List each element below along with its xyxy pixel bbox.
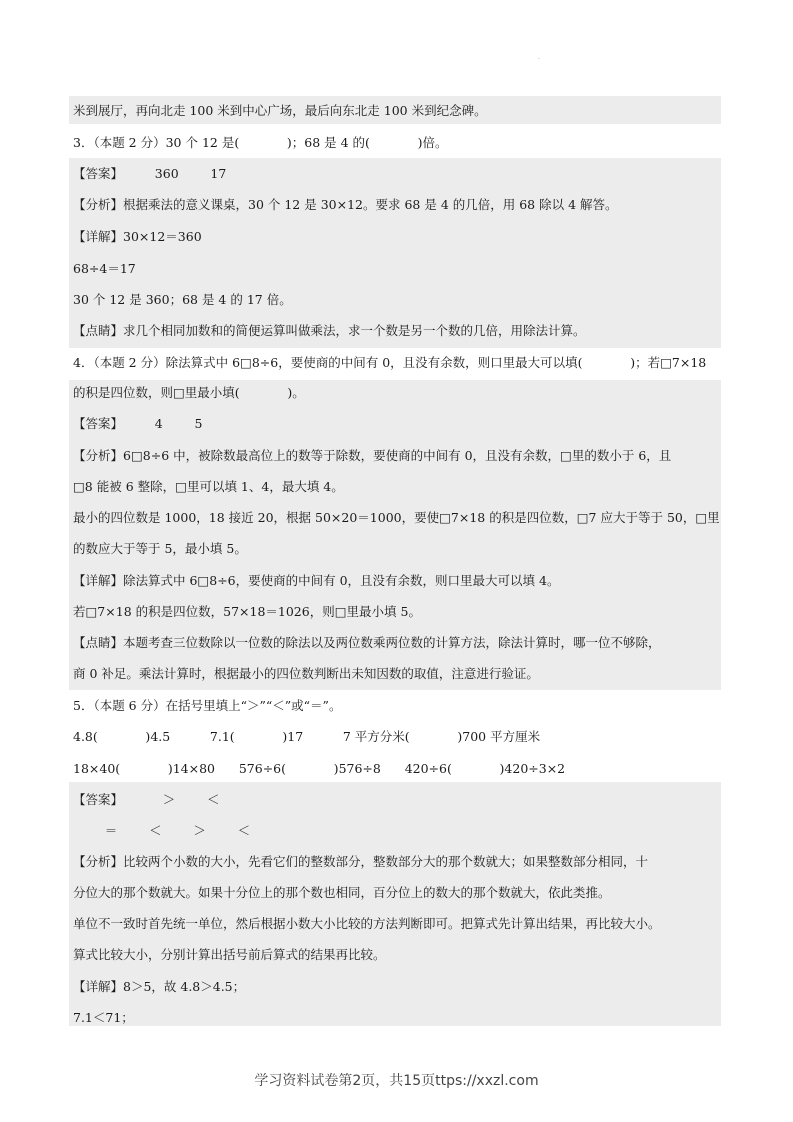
detail-5: 【详解】8＞5，故 4.8＞4.5； [73, 979, 246, 994]
text-line: 若□7×18 的积是四位数，57×18＝1026，则□里最小填 5。 [73, 604, 421, 619]
answer-4: 【答案】 4 5 [73, 416, 203, 431]
page-footer: 学习资料试卷第2页，共15页ttps://xxzl.com [254, 1073, 539, 1089]
analysis-5: 【分析】比较两个小数的大小，先看它们的整数部分，整数部分大的那个数就大；如果整数部分相同，十 [73, 854, 649, 869]
analysis-4: 【分析】6□8÷6 中，被除数最高位上的数等于除数，要使商的中间有 0，且没有余数，□里的数小于 6，且 [73, 448, 672, 463]
text-line: 7.1＜71； [73, 1010, 134, 1025]
text-line: 单位不一致时首先统一单位，然后根据小数大小比较的方法判断即可。把算式先计算出结果，再比较大小。 [73, 916, 661, 931]
text-line: 最小的四位数是 1000，18 接近 20，根据 50×20＝1000，要使□7×18 的积是四位数，□7 应大于等于 50，□里 [73, 510, 720, 525]
point-4: 【点睛】本题考查三位数除以一位数的除法以及两位数乘两位数的计算方法，除法计算时，哪一位不够除， [73, 635, 661, 650]
text-line: 68÷4＝17 [73, 261, 136, 276]
question-4: 4．（本题 2 分）除法算式中 6□8÷6，要使商的中间有 0，且没有余数，则口里最大可以填( )；若□7×18 [73, 355, 707, 370]
text-line: 4.8( )4.5 7.1( )17 7 平方分米( )700 平方厘米 [73, 729, 541, 744]
text-line: 的积是四位数，则□里最小填( )。 [73, 385, 305, 400]
detail-3: 【详解】30×12＝360 [73, 229, 202, 244]
point-3: 【点睛】求几个相同加数和的简便运算叫做乘法，求一个数是另一个数的几倍，用除法计算。 [73, 323, 586, 338]
detail-4: 【详解】除法算式中 6□8÷6，要使商的中间有 0，且没有余数，则口里最大可以填 4。 [73, 573, 560, 588]
text-line: 30 个 12 是 360；68 是 4 的 17 倍。 [73, 292, 292, 307]
text-line: 18×40( )14×80 576÷6( )576÷8 420÷6( )420÷3×2 [73, 761, 566, 776]
shade-band [69, 158, 721, 348]
text-line: 分位大的那个数就大。如果十分位上的那个数也相同，百分位上的数大的那个数就大，依此类推。 [73, 885, 611, 900]
text-line: 米到展厅，再向北走 100 米到中心广场，最后向东北走 100 米到纪念碑。 [73, 103, 487, 118]
question-3: 3．（本题 2 分）30 个 12 是( )；68 是 4 的( )倍。 [73, 135, 448, 150]
scan-dot: · [538, 56, 540, 63]
answer-5: 【答案】 ＞ ＜ [73, 792, 220, 807]
text-line: □8 能被 6 整除，□里可以填 1、4，最大填 4。 [73, 479, 344, 494]
question-5: 5．（本题 6 分）在括号里填上“＞”“＜”或“＝”。 [73, 698, 342, 713]
answer-3: 【答案】 360 17 [73, 166, 227, 181]
text-line: 的数应大于等于 5，最小填 5。 [73, 541, 247, 556]
text-line: 商 0 补足。乘法计算时，根据最小的四位数判断出未知因数的取值，注意进行验证。 [73, 666, 539, 681]
text-line: ＝ ＜ ＞ ＜ [73, 823, 251, 838]
text-line: 算式比较大小，分别计算出括号前后算式的结果再比较。 [73, 947, 386, 962]
analysis-3: 【分析】根据乘法的意义课桌，30 个 12 是 30×12。要求 68 是 4 的几倍，用 68 除以 4 解答。 [73, 197, 618, 212]
